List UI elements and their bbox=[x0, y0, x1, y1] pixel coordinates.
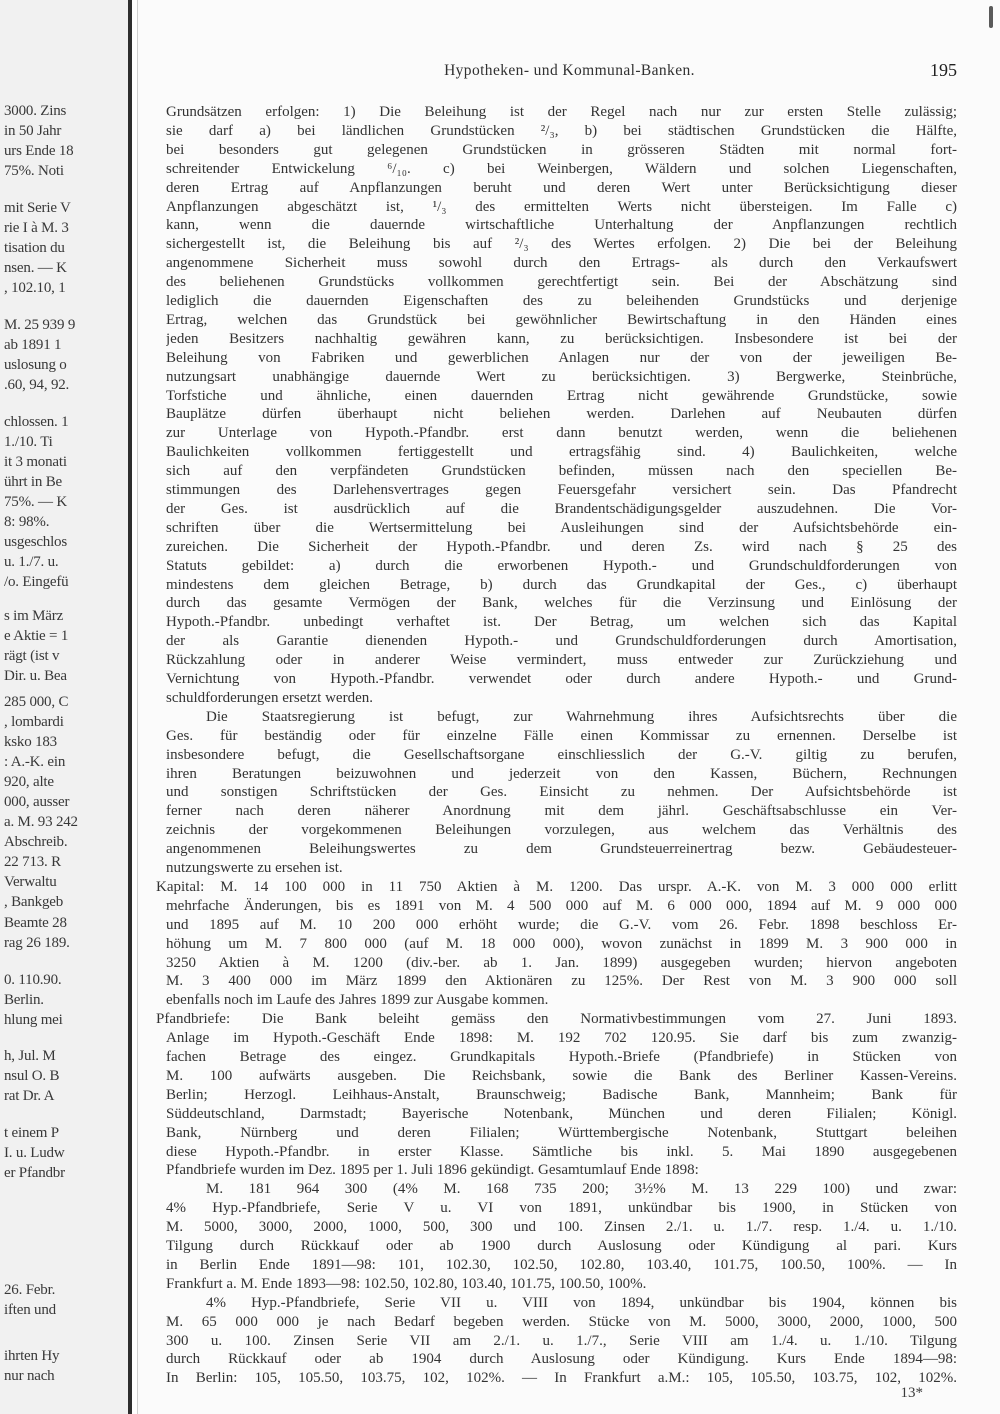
body-line: 4% Hyp.-Pfandbriefe, Serie V u. VI von 1891, unkündbar bis 1900, in Stücken von bbox=[166, 1200, 957, 1217]
body-line: Die Staatsregierung ist befugt, zur Wahrnehmung ihres Aufsichtsrechts über die bbox=[206, 708, 957, 725]
left-page-fragment: 22 713. R bbox=[4, 854, 61, 870]
body-line: 4% Hyp.-Pfandbriefe, Serie VII u. VIII von 1894, unkündbar bis 1904, können bis bbox=[206, 1294, 957, 1311]
left-page-fragment: urs Ende 18 bbox=[4, 143, 74, 159]
body-line: des beliehenen Grundstücks vollkommen gerechtfertigt sein. Bei der Abschätzung sind bbox=[166, 274, 957, 291]
left-page-fragment: , Bankgeb bbox=[4, 894, 64, 910]
body-line: durch Rückkauf oder ab 1904 durch Auslosung oder Kündigung. Kurs Ende 1894—98: bbox=[166, 1351, 957, 1368]
left-page-fragment: Verwaltu bbox=[4, 874, 57, 890]
left-page-fragment: h, Jul. M bbox=[4, 1048, 56, 1064]
body-line: schreitender Entwickelung ⁶/₁₀. c) bei Weinbergen, Wäldern und solchen Liegenschaften, bbox=[166, 160, 957, 177]
left-page-fragment: ührt in Be bbox=[4, 474, 62, 490]
body-line: nutzungsart unabhängige dauernde Wert zu berücksichtigen. 3) Bergwerke, Steinbrüche, bbox=[166, 368, 957, 385]
body-line: der Ges. ist ausdrücklich auf die Brandentschädigungsgelder auszudehnen. Die Vor- bbox=[166, 500, 957, 517]
body-line: Kapital: M. 14 100 000 in 11 750 Aktien à M. 1200. Das urspr. A.-K. von M. 3 000 000 erlitt bbox=[156, 878, 957, 895]
left-page-fragment: nur nach bbox=[4, 1368, 55, 1384]
body-line: Süddeutschland, Darmstadt; Bayerische Notenbank, München und deren Filialen; Königl. bbox=[166, 1105, 957, 1122]
page-header bbox=[138, 62, 1000, 86]
body-line: angenommenen Beleihungswertes zu dem Grundsteuerreinertrag bezw. Gebäudesteuer- bbox=[166, 841, 957, 858]
left-page-fragment: , 102.10, 1 bbox=[4, 280, 66, 296]
running-title: Hypotheken- und Kommunal-Banken. bbox=[444, 62, 695, 79]
body-line: In Berlin: 105, 105.50, 103.75, 102, 102%. — In Frankfurt a.M.: 105, 105.50, 103.75, 102, 102%. bbox=[166, 1370, 957, 1387]
body-line: Ertrag, welchen das Grundstück bei gewöhnlicher Bewirtschaftung in den Händen eines bbox=[166, 311, 957, 328]
left-page-fragment: M. 25 939 9 bbox=[4, 317, 76, 333]
left-page-fragment: 26. Febr. bbox=[4, 1282, 56, 1298]
body-line: Anlage im Hypoth.-Geschäft Ende 1898: M. 192 702 120.95. Sie darf bis zum zwanzig- bbox=[166, 1030, 957, 1047]
left-page-fragment: it 3 monati bbox=[4, 454, 67, 470]
body-line: lediglich die dauernden Eigenschaften des zu beleihenden Grundstücks und derjenige bbox=[166, 293, 957, 309]
body-line: M. 100 aufwärts ausgeben. Die Reichsbank, sowie die Bank des Berliner Kassen-Vereins. bbox=[166, 1067, 957, 1084]
left-page-fragment: 75%. — K bbox=[4, 494, 67, 510]
left-page-fragment: iften und bbox=[4, 1302, 56, 1318]
page-edge-mark bbox=[989, 6, 993, 28]
body-line: bei besonders gut gelegenen Grundstücken in grösseren Städten mit normal fort- bbox=[166, 141, 957, 158]
body-line: Vernichtung von Hypoth.-Pfandbr. verwendet oder durch andere Hypoth.- und Grund- bbox=[166, 671, 957, 687]
body-line: Torfstiche und ähnliche, einen dauernden Ertrag nicht gewährende Grundstücke, sowie bbox=[166, 387, 957, 404]
left-page-fragment: Berlin. bbox=[4, 992, 44, 1008]
body-line: jeden Besitzers nachhaltig gewähren kann, zu berücksichtigen. Insbesondere ist bei der bbox=[166, 330, 957, 347]
body-line: M. 3 400 000 im März 1899 den Aktionären zu 125%. Der Rest von M. 3 900 000 soll bbox=[166, 973, 957, 990]
left-page-fragment: nsul O. B bbox=[4, 1068, 60, 1084]
body-line: schuldforderungen ersetzt werden. bbox=[166, 689, 373, 706]
body-line: M. 181 964 300 (4% M. 168 735 200; 3½% M. 13 229 100) und zwar: bbox=[206, 1181, 957, 1198]
body-line: Anpflanzungen abgeschätzt ist, ¹/₃ des ermittelten Werts nicht übersteigen. Im Falle c) bbox=[166, 198, 957, 215]
left-page-fragment: rag 26 189. bbox=[4, 935, 70, 951]
left-page-fragment: ihrten Hy bbox=[4, 1348, 60, 1364]
body-line: Pfandbriefe wurden im Dez. 1895 per 1. Juli 1896 gekündigt. Gesamtumlauf Ende 1898: bbox=[166, 1162, 699, 1179]
body-line: ihren Beratungen beizuwohnen und jederzeit von den Kassen, Büchern, Rechnungen bbox=[166, 765, 957, 782]
left-page-fragment: nsen. — K bbox=[4, 260, 67, 276]
body-line: Hypoth.-Pfandbr. unbedingt verhaftet ist. Der Betrag, um welchen sich das Kapital bbox=[166, 614, 957, 631]
body-line: Pfandbriefe: Die Bank beleiht gemäss den Normativbestimmungen vom 27. Juni 1893. bbox=[156, 1011, 957, 1028]
body-line: nutzungswerte zu ersehen ist. bbox=[166, 860, 343, 876]
left-page-fragment: 920, alte bbox=[4, 774, 54, 790]
body-line: Tilgung durch Rückkauf oder ab 1900 durch Auslosung oder Kündigung al pari. Kurs bbox=[166, 1238, 957, 1254]
body-line: ferner nach deren näherer Anordnung mit dem jährl. Geschäftsabschlusse ein Ver- bbox=[166, 803, 957, 820]
left-page-fragment: Beamte 28 bbox=[4, 915, 67, 931]
body-line: Ges. für beständig oder für einzelne Fälle einen Kommissar zu ernennen. Derselbe ist bbox=[166, 727, 957, 744]
body-line: und 1895 auf M. 10 200 000 erhöht wurde; die G.-V. vom 26. Febr. 1898 beschloss Er- bbox=[166, 916, 957, 933]
left-page-fragment: 75%. Noti bbox=[4, 163, 64, 179]
left-page-fragment: ksko 183 bbox=[4, 734, 57, 750]
left-page-fragment: , lombardi bbox=[4, 714, 64, 730]
body-line: 3250 Aktien à M. 1200 (div.-ber. ab 1. Jan. 1899) ausgegeben wurden; hiervon angeboten bbox=[166, 954, 957, 971]
body-line: diese Hypoth.-Pfandbr. in erster Klasse. Sämtliche bis inkl. 5. Mai 1890 ausgegebenen bbox=[166, 1143, 957, 1160]
body-line: M. 65 000 000 je nach Bedarf begeben werden. Stücke von M. 5000, 3000, 2000, 1000, 500 bbox=[166, 1313, 957, 1330]
page bbox=[137, 0, 1000, 1414]
body-line: und sonstigen Schriftstücken der Ges. Einsicht zu nehmen. Der Aufsichtsbehörde ist bbox=[166, 784, 957, 801]
left-page-fragment: 000, ausser bbox=[4, 794, 70, 810]
left-page-fragment: er Pfandbr bbox=[4, 1165, 65, 1181]
left-page-fragment: rie I à M. 3 bbox=[4, 220, 69, 236]
left-page-fragment: /o. Eingefü bbox=[4, 574, 69, 590]
signature-mark: 13* bbox=[900, 1385, 923, 1401]
body-line: ebenfalls noch im Laufe des Jahres 1899 zur Ausgabe kommen. bbox=[166, 992, 549, 1009]
body-line: zureichen. Die Sicherheit der Hypoth.-Pfandbr. und deren Zs. wird nach § 25 des bbox=[166, 538, 957, 555]
body-line: deren Ertrag auf Anpflanzungen beruht und deren Wert unter Berücksichtigung dieser bbox=[166, 179, 957, 196]
body-line: 300 u. 100. Zinsen Serie VII am 2./1. u. 1./7., Serie VIII am 1./4. u. 1./10. Tilgung bbox=[166, 1332, 957, 1349]
left-page-fragment: a. M. 93 242 bbox=[4, 814, 78, 830]
left-page-fragment: Dir. u. Bea bbox=[4, 668, 67, 684]
left-page-fragment: tisation du bbox=[4, 240, 65, 256]
left-page-fragment: usgeschlos bbox=[4, 534, 67, 550]
body-line: stimmungen des Darlehensvertrages gegen Feuersgefahr versichert sein. Das Pfandrecht bbox=[166, 482, 957, 498]
body-line: sichergestellt ist, die Beleihung bis auf ²/₃ des Wertes erfolgen. 2) Die bei der Beleihung bbox=[166, 236, 957, 253]
body-line: Statuts gebildet: a) durch die erworbenen Hypoth.- und Grundschuldforderungen von bbox=[166, 557, 957, 574]
left-page-fragment: uslosung o bbox=[4, 357, 67, 373]
left-page-fragment: mit Serie V bbox=[4, 200, 71, 216]
left-page-fragment: .60, 94, 92. bbox=[4, 377, 70, 393]
body-line: schriften über die Wertsermittelung bei Ausleihungen sind der Aufsichtsbehörde ein- bbox=[166, 519, 957, 536]
body-line: sich auf den verpfändeten Grundstücken befinden, müssen nach den speciellen Be- bbox=[166, 463, 957, 480]
body-line: Beleihung von Fabriken und gewerblichen Anlagen nur der von der jeweiligen Be- bbox=[166, 349, 957, 366]
body-line: durch das gesamte Vermögen der Bank, welches für die Verzinsung und Einlösung der bbox=[166, 595, 957, 612]
body-line: Bank, Nürnberg und deren Filialen; Württembergische Notenbank, Stuttgart beleihen bbox=[166, 1124, 957, 1141]
body-line: sie darf a) bei ländlichen Grundstücken ²/₃, b) bei städtischen Grundstücken die Hälfte, bbox=[166, 122, 957, 139]
body-line: fachen Betrage des eingez. Grundkapitals Hypoth.-Briefe (Pfandbriefe) in Stücken von bbox=[166, 1049, 957, 1065]
left-page-fragment: 0. 110.90. bbox=[4, 972, 62, 988]
left-page-fragment: hlung mei bbox=[4, 1012, 63, 1028]
body-line: M. 5000, 3000, 2000, 1000, 500, 300 und 100. Zinsen 2./1. u. 1./7. resp. 1./4. u. 1./10. bbox=[166, 1219, 957, 1236]
left-page-fragment: 1./10. Ti bbox=[4, 434, 53, 450]
left-page-fragment: s im März bbox=[4, 608, 64, 624]
left-page-gutter bbox=[0, 0, 132, 1414]
body-line: insbesondere befugt, die Gesellschaftsorgane einschliesslich der G.-V. giltig zu berufen, bbox=[166, 746, 957, 763]
body-line: kann, wenn die dauernde wirtschaftliche Unterhaltung der Anpflanzungen rechtlich bbox=[166, 217, 957, 234]
left-page-fragment: 3000. Zins bbox=[4, 103, 67, 119]
body-line: mehrfache Änderungen, bis es 1891 von M. 4 500 000 auf M. 6 000 000, 1894 auf M. 9 000 000 bbox=[166, 897, 957, 914]
left-page-fragment: rägt (ist v bbox=[4, 648, 60, 664]
left-page-fragment: rat Dr. A bbox=[4, 1088, 55, 1104]
left-page-fragment: ab 1891 1 bbox=[4, 337, 62, 353]
body-line: in Berlin Ende 1891—98: 101, 102.30, 102.50, 102.80, 103.40, 101.75, 100.50, 100%. — In bbox=[166, 1256, 957, 1273]
body-line: mindestens dem gleichen Betrage, b) durch das Grundkapital der Ges., c) überhaupt bbox=[166, 576, 957, 593]
body-line: Berlin; Herzogl. Leihhaus-Anstalt, Braunschweig; Badische Bank, Mannheim; Bank für bbox=[166, 1086, 957, 1103]
body-line: Bauplätze dürfen überhaupt nicht beliehen werden. Darlehen auf Neubauten dürfen bbox=[166, 406, 957, 423]
left-page-fragment: in 50 Jahr bbox=[4, 123, 62, 139]
left-page-fragment: Abschreib. bbox=[4, 834, 68, 850]
body-line: höhung um M. 7 800 000 (auf M. 18 000 000), wovon zunächst in 1899 M. 3 900 000 in bbox=[166, 935, 957, 952]
left-page-fragment: 285 000, C bbox=[4, 694, 69, 710]
left-page-fragment: chlossen. 1 bbox=[4, 414, 69, 430]
body-line: der als Garantie dienenden Hypoth.- und Grundschuldforderungen durch Amortisation, bbox=[166, 633, 957, 650]
body-line: zeichnis der vorgekommenen Beleihungen vorzulegen, aus welchem das Verhältnis des bbox=[166, 822, 957, 839]
body-line: Grundsätzen erfolgen: 1) Die Beleihung ist der Regel nach nur zur ersten Stelle zulässig; bbox=[166, 104, 957, 120]
body-line: Baulichkeiten vollkommen fertiggestellt und ertragsfähig sind. 4) Baulichkeiten, welche bbox=[166, 444, 957, 461]
left-page-fragment: t einem P bbox=[4, 1125, 59, 1141]
body-line: Frankfurt a. M. Ende 1893—98: 102.50, 102.80, 103.40, 101.75, 100.50, 100%. bbox=[166, 1275, 647, 1292]
body-line: angenommene Sicherheit muss sowohl durch den Ertrags- als durch den Verkaufswert bbox=[166, 255, 957, 272]
left-page-fragment: e Aktie = 1 bbox=[4, 628, 69, 644]
body-line: zur Unterlage von Hypoth.-Pfandbr. erst dann benutzt werden, wenn die beliehenen bbox=[166, 425, 957, 442]
left-page-fragment: I. u. Ludw bbox=[4, 1145, 65, 1161]
left-page-fragment: 8: 98%. bbox=[4, 514, 50, 530]
left-page-fragment: u. 1./7. u. bbox=[4, 554, 59, 570]
page-number: 195 bbox=[930, 60, 957, 80]
left-page-fragment: : A.-K. ein bbox=[4, 754, 66, 770]
body-line: Rückzahlung oder in anderer Weise vermindert, muss entweder zur Zurückziehung und bbox=[166, 652, 957, 669]
